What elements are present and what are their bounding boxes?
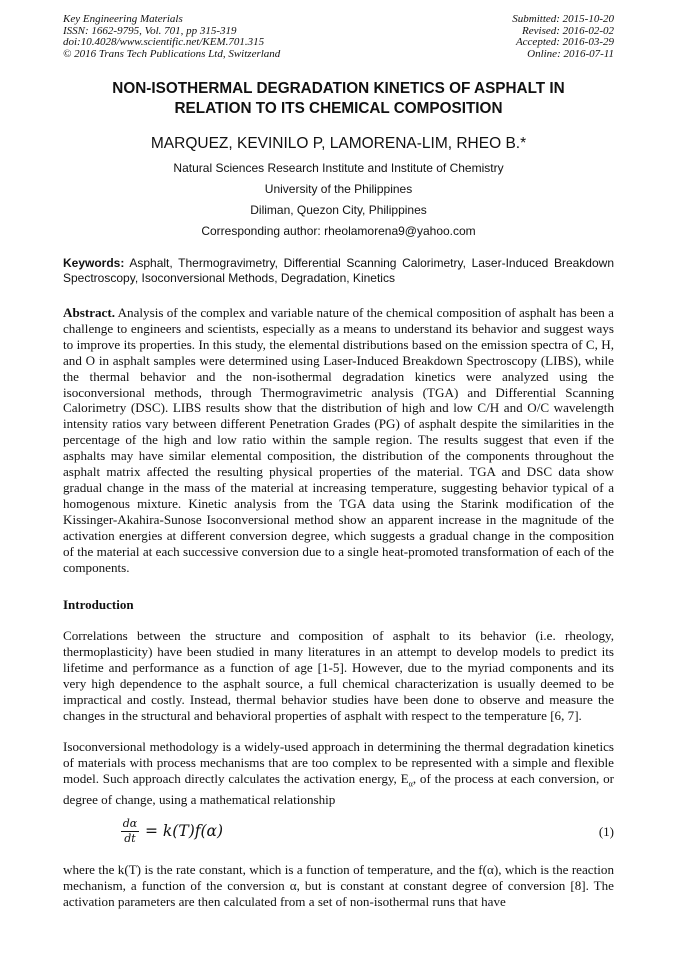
affiliation-line-1: Natural Sciences Research Institute and Institute of Chemistry <box>173 161 504 175</box>
journal-doi: doi:10.4028/www.scientific.net/KEM.701.315 <box>63 36 265 48</box>
abstract-text: Analysis of the complex and variable nature of the chemical composition of asphalt has been a challenge to engineers and scientists, especially as a means to understand its behavior and suggest ways to improve its properties. In this study, the elemental distributions based on the emission spectra of C, H, and O in asphalt samples were determined using Laser-Induced Breakdown Spectroscopy (LIBS), while the thermal behavior and the non-isothermal degradation kinetics were analyzed using the isoconversional methods, through Thermogravimetric analysis (TGA) and Differential Scanning Calorimetry (DSC). LIBS results show that the distribution of high and low C/H and O/C wavelength intensity ratios vary between different Penetration Grades (PG) of asphalt despite the similarities in the percentage of the high and low ratio within the sample region. The results suggest that even if the asphalts may have similar elemental composition, the distribution of the components throughout the asphalt matrix affected the resulting physical properties of the material. TGA and DSC data show gradual change in the mass of the material at increasing temperature, suggesting behavior typical of a homogenous mixture. Kinetic analysis from the TGA data using the Starink modification of the Kissinger-Akahira-Sunose Isoconversional method show an apparent increase in the magnitude of the activation energies at different conversion degree, which suggests a gradual change in the composition of the material at each successive conversion due to a single heat-promoted transformation of each of the components. <box>63 305 614 575</box>
equation-numerator: dα <box>122 817 138 830</box>
title-line-2: RELATION TO ITS CHEMICAL COMPOSITION <box>174 100 503 117</box>
affiliation-line-3: Diliman, Quezon City, Philippines <box>250 203 427 217</box>
date-accepted: Accepted: 2016-03-29 <box>515 36 614 48</box>
date-online: Online: 2016-07-11 <box>527 47 614 60</box>
keywords-label: Keywords: <box>63 256 125 270</box>
corresponding-author: Corresponding author: rheolamorena9@yahoo.com <box>201 224 476 238</box>
intro-paragraph-3: where the k(T) is the rate constant, which is a function of temperature, and the f(α), which is the reaction mechanism, a function of the conversion α, but is constant at constant degree of conversion [8]. The activation parameters are then calculated from a set of non-isothermal runs that have <box>63 862 614 909</box>
title-line-1: NON-ISOTHERMAL DEGRADATION KINETICS OF ASPHALT IN <box>112 80 565 97</box>
journal-issn: ISSN: 1662-9795, Vol. 701, pp 315-319 <box>63 24 237 37</box>
equation-fraction <box>121 817 139 845</box>
date-submitted: Submitted: 2015-10-20 <box>512 13 614 25</box>
intro-paragraph-1: Correlations between the structure and composition of asphalt to its behavior (i.e. rheology, thermoplasticity) have been studied in many literatures in an attempt to develop models to predict its lifetime and performance as a function of age [1-5]. However, due to the myriad components and its very high dependence to the asphalt source, a full chemical characterization is usually deemed to be impractical and costly. Instead, thermal behavior studies have been done to observe and measure the changes in the structural and behavioral properties of asphalt with respect to the temperature [6, 7]. <box>63 628 614 723</box>
equation-number: (1) <box>598 824 614 839</box>
authors: MARQUEZ, KEVINILO P, LAMORENA-LIM, RHEO B.* <box>150 135 527 152</box>
journal-copyright: © 2016 Trans Tech Publications Ltd, Switzerland <box>63 47 281 60</box>
journal-name: Key Engineering Materials <box>63 13 183 25</box>
keywords <box>63 256 614 285</box>
equation-denominator: dt <box>124 832 136 845</box>
keywords-text: Asphalt, Thermogravimetry, Differential Scanning Calorimetry, Laser-Induced Breakdown Spectroscopy, Isoconversional Methods, Degradation, Kinetics <box>63 256 614 285</box>
date-revised: Revised: 2016-02-02 <box>522 24 614 37</box>
paper-title <box>63 79 614 119</box>
submission-dates <box>512 14 614 60</box>
abstract <box>63 305 614 575</box>
intro-paragraph-2: Isoconversional methodology is a widely-used approach in determining the thermal degradation kinetics of materials with process mechanisms that are too complex to be represented with a simple and flexible model. Such approach directly calculates the activation energy, $E_\alpha$, of the process at each conversion, or degree of change, using a mathematical relationship <box>63 739 614 808</box>
equation-rhs: = k(T)f(α) <box>145 822 224 840</box>
journal-info <box>63 14 280 60</box>
affiliation-line-2: University of the Philippines <box>264 182 413 196</box>
equation-1 <box>63 815 614 849</box>
abstract-label: Abstract. <box>63 305 115 320</box>
section-heading-introduction: Introduction <box>63 597 134 612</box>
